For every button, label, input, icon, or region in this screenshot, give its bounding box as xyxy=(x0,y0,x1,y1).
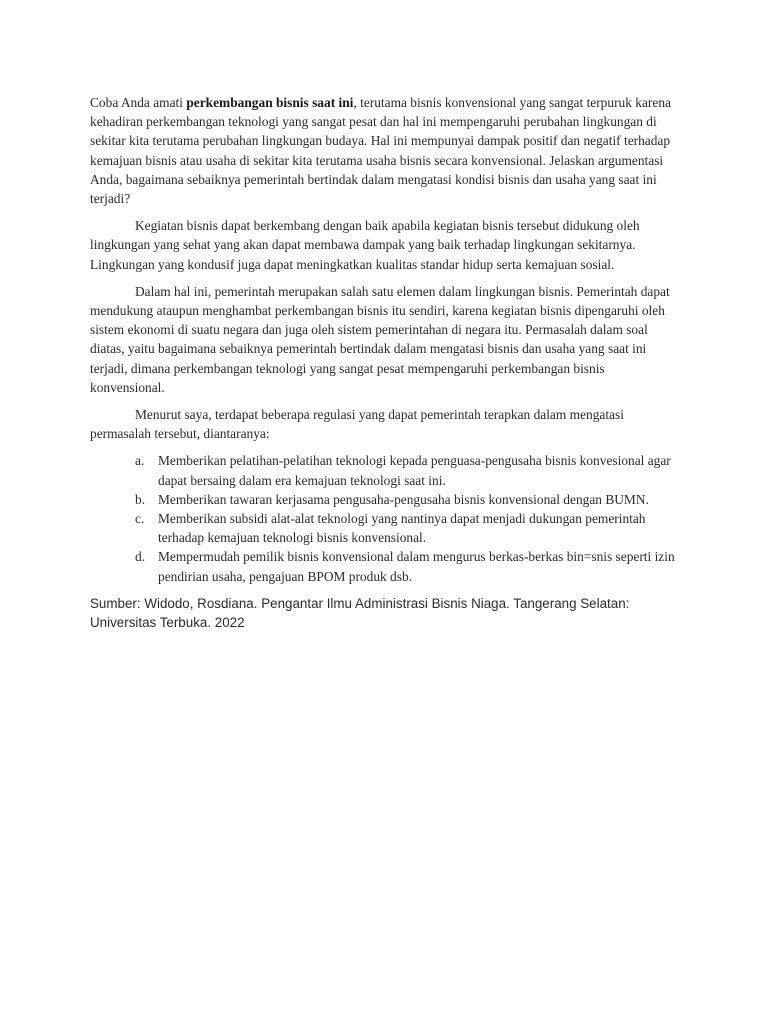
document-page xyxy=(90,93,680,640)
answer-paragraph-1: Kegiatan bisnis dapat berkembang dengan baik apabila kegiatan bisnis tersebut didukung oleh lingkungan yang sehat yang akan dapat membawa dampak yang baik terhadap lingkungan sekitarnya. Lingkungan yang kondusif juga dapat meningkatkan kualitas standar hidup serta kemajuan sosial. xyxy=(90,218,640,272)
list-marker: a. xyxy=(135,453,145,469)
list-item-text: Memberikan tawaran kerjasama pengusaha-pengusaha bisnis konvensional dengan BUMN. xyxy=(158,491,649,507)
source-citation: Sumber: Widodo, Rosdiana. Pengantar Ilmu Administrasi Bisnis Niaga. Tangerang Selatan: Universitas Terbuka. 2022 xyxy=(90,595,630,631)
question-paragraph xyxy=(90,93,680,208)
list-item xyxy=(90,547,680,585)
answer-paragraph-3: Menurut saya, terdapat beberapa regulasi yang dapat pemerintah terapkan dalam mengatasi permasalah tersebut, diantaranya: xyxy=(90,407,624,442)
question-bold-phrase: perkembangan bisnis saat ini xyxy=(186,95,354,110)
list-item xyxy=(90,451,680,489)
list-marker: d. xyxy=(135,549,146,565)
list-marker: b. xyxy=(135,491,146,507)
regulation-list xyxy=(90,451,680,585)
question-rest: , terutama bisnis konvensional yang sangat terpuruk karena kehadiran perkembangan teknologi yang sangat pesat dan hal ini mempengaruhi perubahan lingkungan di sekitar kita terutama perubahan lingkungan budaya. Hal ini mempunyai dampak positif dan negatif terhadap kemajuan bisnis atau usaha di sekitar kita terutama usaha bisnis secara konvensional. Jelaskan argumentasi Anda, bagaimana sebaiknya pemerintah bertindak dalam mengatasi kondisi bisnis dan usaha yang saat ini terjadi? xyxy=(90,95,671,207)
list-item-text: Memberikan pelatihan-pelatihan teknologi kepada penguasa-pengusaha bisnis konvesional agar dapat bersaing dalam era kemajuan teknologi saat ini. xyxy=(158,453,671,488)
question-intro: Coba Anda amati xyxy=(90,95,187,110)
answer-paragraph-2: Dalam hal ini, pemerintah merupakan salah satu elemen dalam lingkungan bisnis. Pemerintah dapat mendukung ataupun menghambat perkembangan bisnis itu sendiri, karena kegiatan bisnis dipengaruhi oleh sistem ekonomi di suatu negara dan juga oleh sistem pemerintahan di negara itu. Permasalah dalam soal diatas, yaitu bagaimana sebaiknya pemerintah bertindak dalam mengatasi bisnis dan usaha yang saat ini terjadi, dimana perkembangan teknologi yang sangat pesat mempengaruhi perkembangan bisnis konvensional. xyxy=(90,283,670,395)
list-item xyxy=(90,490,680,509)
list-marker: c. xyxy=(135,511,145,527)
list-item-text: Memberikan subsidi alat-alat teknologi yang nantinya dapat menjadi dukungan pemerintah terhadap kemajuan teknologi bisnis konvensional. xyxy=(158,511,646,546)
list-item-text: Mempermudah pemilik bisnis konvensional dalam mengurus berkas-berkas bin=snis seperti izin pendirian usaha, pengajuan BPOM produk dsb. xyxy=(158,549,675,584)
list-item xyxy=(90,509,680,547)
